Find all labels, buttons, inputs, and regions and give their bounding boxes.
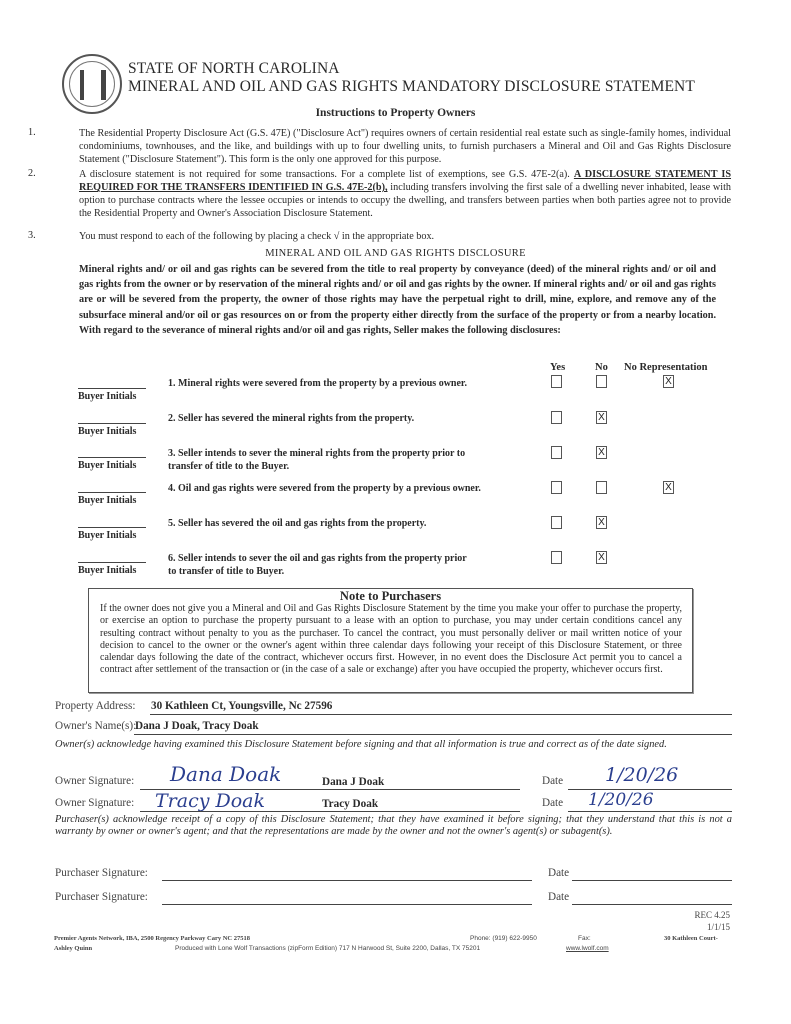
instruction-number: 3. — [28, 230, 36, 241]
yes-checkbox[interactable] — [551, 516, 562, 529]
owner-signature-label: Owner Signature: — [55, 797, 135, 809]
purchaser-date-field[interactable] — [572, 880, 732, 881]
owner-printed-name-1: Dana J Doak — [322, 776, 385, 788]
no-checkbox[interactable]: X — [596, 411, 607, 424]
owner-printed-name-2: Tracy Doak — [322, 798, 379, 810]
note-text: If the owner does not give you a Mineral and Oil and Gas Rights Disclosure Statement by the time you make your offer to purchase the property, or exercise an option to purchase the property pursuant to a lease with an option to purchase, you may under certain conditions cancel any resulting contract without penalty to you as the purchaser. To cancel the contract, you must personally deliver or mail written notice of your decision to cancel to the owner or the owner's agent within three calendar days following your receipt of this Disclosure Statement, or three calendar days following the date of the contract, whichever occurs first. However, in no event does the Disclosure Act permit you to cancel a contract after settlement of the transaction or (in the case of a sale or exchange) after you have occupied the property, whichever occurs first. — [100, 603, 682, 676]
no-checkbox[interactable] — [596, 481, 607, 494]
instruction-item-2: A disclosure statement is not required for some transactions. For a complete list of exemptions, see G.S. 47E-2(a). A DISCLOSURE STATEMENT IS REQUIRED FOR THE TRANSFERS IDENTIFIED IN G.S. 47E-2(b), including transfers involving the first sale of a dwelling never inhabited, lease with option to purchase contracts where the lessee occupies or intends to occupy the dwelling, and transfers between parties when both parties agree not to provide the Residential Property and Owner's Association Disclosure Statement. — [79, 169, 732, 220]
buyer-initials-label: Buyer Initials — [78, 495, 137, 506]
disclosure-heading: MINERAL AND OIL AND GAS RIGHTS DISCLOSURE — [265, 248, 526, 259]
question-text: 3. Seller intends to sever the mineral rights from the property prior to — [168, 448, 466, 459]
yes-checkbox[interactable] — [551, 446, 562, 459]
brokerage-info: Premier Agents Network, IBA, 2500 Regency Parkway Cary NC 27518 — [54, 935, 250, 942]
buyer-initials-field[interactable] — [78, 492, 146, 493]
no-checkbox[interactable]: X — [596, 446, 607, 459]
purchaser-date-field[interactable] — [572, 904, 732, 905]
buyer-initials-field[interactable] — [78, 457, 146, 458]
purchaser-signature-label: Purchaser Signature: — [55, 891, 148, 903]
purchaser-signature-label: Purchaser Signature: — [55, 867, 148, 879]
form-code: REC 4.25 — [694, 910, 730, 920]
purchaser-signature-field[interactable] — [162, 904, 532, 905]
owners-name-line — [134, 734, 732, 735]
purchaser-acknowledgement: Purchaser(s) acknowledge receipt of a copy of this Disclosure Statement; that they have examined it before signing; that they understand that this is not a warranty by owner or owner's agent; and that the representations are made by the owner and not the owner's agent(s) or subagent(s). — [55, 814, 732, 838]
purchaser-signature-field[interactable] — [162, 880, 532, 881]
lone-wolf-link[interactable]: www.lwolf.com — [566, 945, 609, 952]
column-no-representation: No Representation — [624, 362, 708, 373]
no-checkbox[interactable]: X — [596, 516, 607, 529]
buyer-initials-label: Buyer Initials — [78, 426, 137, 437]
date-label: Date — [542, 775, 564, 787]
instruction-item-3: You must respond to each of the following by placing a check √ in the appropriate box. — [79, 231, 435, 242]
agent-name: Ashley Quinn — [54, 945, 93, 952]
property-address-label: Property Address: — [55, 700, 136, 712]
date-label: Date — [548, 867, 570, 879]
yes-checkbox[interactable] — [551, 551, 562, 564]
owner-date-2[interactable]: 1/20/26 — [588, 790, 654, 810]
phone-number: Phone: (919) 622-9950 — [470, 935, 537, 942]
question-text: 6. Seller intends to sever the oil and gas rights from the property prior — [168, 553, 467, 564]
signature-line — [140, 811, 520, 812]
question-text: 1. Mineral rights were severed from the property by a previous owner. — [168, 378, 467, 389]
no-checkbox[interactable]: X — [596, 551, 607, 564]
question-text-continued: transfer of title to the Buyer. — [168, 461, 290, 472]
instruction-number: 1. — [28, 127, 36, 138]
buyer-initials-field[interactable] — [78, 423, 146, 424]
buyer-initials-label: Buyer Initials — [78, 565, 137, 576]
buyer-initials-field[interactable] — [78, 527, 146, 528]
no-representation-checkbox[interactable]: X — [663, 375, 674, 388]
yes-checkbox[interactable] — [551, 411, 562, 424]
owner-acknowledgement: Owner(s) acknowledge having examined this Disclosure Statement before signing and that all information is true and correct as of the date signed. — [55, 739, 667, 750]
state-title: STATE OF NORTH CAROLINA — [128, 60, 340, 77]
owner-signature-2[interactable]: Tracy Doak — [155, 790, 266, 812]
buyer-initials-label: Buyer Initials — [78, 460, 137, 471]
question-text: 5. Seller has severed the oil and gas rights from the property. — [168, 518, 427, 529]
owner-signature-1[interactable]: Dana Doak — [170, 762, 282, 786]
property-address-line — [150, 714, 732, 715]
file-name: 30 Kathleen Court- — [664, 935, 718, 942]
buyer-initials-field[interactable] — [78, 562, 146, 563]
produced-by: Produced with Lone Wolf Transactions (zipForm Edition) 717 N Harwood St, Suite 2200, Dallas, TX 75201 — [175, 945, 481, 952]
question-text-continued: to transfer of title to Buyer. — [168, 566, 285, 577]
yes-checkbox[interactable] — [551, 375, 562, 388]
instruction-number: 2. — [28, 168, 36, 179]
owners-name-label: Owner's Name(s): — [55, 720, 137, 732]
column-yes: Yes — [550, 362, 566, 373]
form-revision-date: 1/1/15 — [706, 922, 730, 932]
buyer-initials-field[interactable] — [78, 388, 146, 389]
instructions-heading: Instructions to Property Owners — [315, 107, 476, 119]
fax-number: Fax: — [578, 935, 591, 942]
column-no: No — [595, 362, 608, 373]
owners-name-value[interactable]: Dana J Doak, Tracy Doak — [135, 720, 259, 732]
note-heading: Note to Purchasers — [339, 589, 442, 603]
owner-date-1[interactable]: 1/20/26 — [605, 764, 679, 786]
date-label: Date — [542, 797, 564, 809]
no-checkbox[interactable] — [596, 375, 607, 388]
no-representation-checkbox[interactable]: X — [663, 481, 674, 494]
owner-signature-label: Owner Signature: — [55, 775, 135, 787]
date-label: Date — [548, 891, 570, 903]
question-text: 4. Oil and gas rights were severed from the property by a previous owner. — [168, 483, 481, 494]
date-line — [568, 811, 732, 812]
question-text: 2. Seller has severed the mineral rights from the property. — [168, 413, 415, 424]
instruction-item-1: The Residential Property Disclosure Act (G.S. 47E) ("Disclosure Act") requires owners of certain residential real estate such as single-family homes, individual condominiums, townhouses, and the like, and buildings with up to four dwelling units, to furnish purchasers a Mineral and Oil and Gas Rights Disclosure Statement ("Disclosure Statement"). This form is the only one approved for this purpose. — [79, 128, 731, 166]
buyer-initials-label: Buyer Initials — [78, 530, 137, 541]
form-title: MINERAL AND OIL AND GAS RIGHTS MANDATORY DISCLOSURE STATEMENT — [128, 78, 695, 95]
yes-checkbox[interactable] — [551, 481, 562, 494]
disclosure-intro: Mineral rights and/ or oil and gas rights can be severed from the title to real property by conveyance (deed) of the mineral rights and/ or oil and gas rights from the owner or by reservation of the mineral rights and/ or oil and gas rights by the owner. If mineral rights and/ or oil and gas rights are or will be severed from the property, the owner of those rights may have the perpetual right to drill, mine, explore, and remove any of the subsurface mineral and/or oil or gas resources on or from the property either directly from the surface of the property or from a nearby location. With regard to the severance of mineral rights and/or oil and gas rights, Seller makes the following disclosures: — [79, 264, 716, 336]
buyer-initials-label: Buyer Initials — [78, 391, 137, 402]
property-address-value[interactable]: 30 Kathleen Ct, Youngsville, Nc 27596 — [151, 700, 333, 712]
required-transfers-emphasis: A DISCLOSURE STATEMENT IS REQUIRED FOR THE TRANSFERS IDENTIFIED IN G.S. 47E-2(b), — [79, 169, 732, 194]
nc-seal-icon — [62, 54, 122, 114]
